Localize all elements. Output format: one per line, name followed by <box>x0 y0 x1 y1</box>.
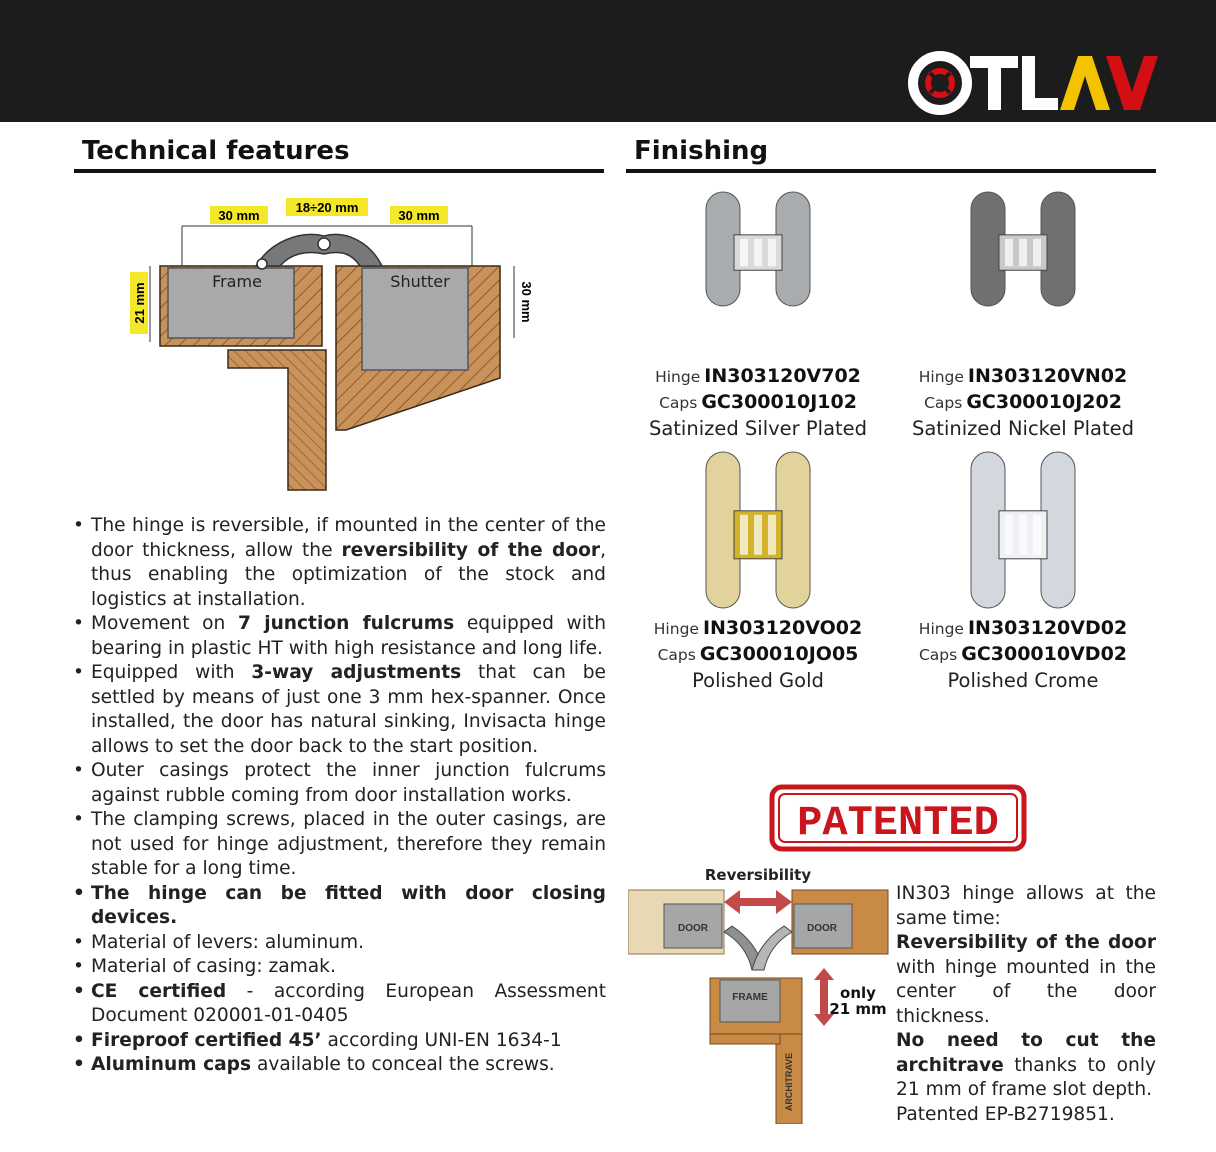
bullet-item: • Movement on 7 junction fulcrums equipped with bearing in plastic HT with high resistance and long life. <box>70 612 606 661</box>
hinge-link <box>1033 515 1041 555</box>
otlav-logo <box>908 48 1168 118</box>
finish-item-nickel <box>893 190 1153 441</box>
hinge-link <box>1005 515 1013 555</box>
reversibility-diagram <box>628 862 890 1124</box>
patent-number: Patented EP-B2719851. <box>896 1103 1115 1125</box>
finish-name: Polished Crome <box>947 669 1099 692</box>
finishing-title: Finishing <box>634 136 769 166</box>
hinge-key: Hinge <box>918 620 964 638</box>
caps-code: GC300010J202 <box>966 391 1122 413</box>
caps-key: Caps <box>659 394 698 412</box>
caps-key: Caps <box>918 646 958 664</box>
hinge-key: Hinge <box>655 368 701 386</box>
hinge-link <box>1019 239 1027 266</box>
hinge-link <box>754 515 762 555</box>
finishing-rule <box>626 169 1156 173</box>
patent-reversibility: Reversibility of the door with hinge mounted in the center of the door thickness. <box>896 932 1156 1027</box>
frame-label: FRAME <box>732 992 768 1003</box>
hinge-code: IN303120VD02 <box>967 617 1128 639</box>
door-left-label: DOOR <box>678 923 708 934</box>
finish-item-crome <box>893 450 1153 693</box>
finish-item-gold <box>628 450 888 693</box>
hinge-lever <box>256 234 382 266</box>
architrave-profile <box>228 350 326 490</box>
hinge-image <box>688 450 828 610</box>
shutter-label: Shutter <box>390 272 450 291</box>
technical-bullet-list <box>70 514 606 1078</box>
patent-intro: IN303 hinge allows at the same time: <box>896 883 1156 929</box>
caps-code: GC300010JO05 <box>699 643 859 665</box>
hinge-code: IN303120VN02 <box>967 365 1128 387</box>
hinge-link <box>740 239 748 266</box>
hinge-link <box>1033 239 1041 266</box>
caps-key: Caps <box>924 394 963 412</box>
bullet-item: • Equipped with 3-way adjustments that can be settled by means of just one 3 mm hex-spanner. Once installed, the door has natural sinking, Invisacta hinge allows to set the door back to the start position. <box>70 661 606 759</box>
bullet-item: • The clamping screws, placed in the outer casings, are not used for hinge adjustment, therefore they remain stable for a long time. <box>70 808 606 882</box>
hinge-link <box>1005 239 1013 266</box>
dim-side-left-label: 21 mm <box>132 282 147 324</box>
architrave-label: ARCHITRAVE <box>784 1052 794 1112</box>
hinge-link <box>754 239 762 266</box>
hinge-right-arm <box>752 926 792 970</box>
technical-features-title: Technical features <box>82 136 350 166</box>
reversibility-label: Reversibility <box>704 866 812 884</box>
dim-left-label: 30 mm <box>218 208 260 223</box>
finish-item-silver <box>628 190 888 441</box>
bullet-item: • Fireproof certified 45’ according UNI-EN 1634-1 <box>70 1029 606 1054</box>
depth-label: 21 mm <box>829 1000 887 1018</box>
bullet-item: • Material of levers: aluminum. <box>70 931 606 956</box>
hinge-image <box>953 190 1093 308</box>
finish-name: Polished Gold <box>692 669 824 692</box>
bullet-item: • The hinge can be fitted with door closing devices. <box>70 882 606 931</box>
hinge-image <box>688 190 828 308</box>
hinge-code: IN303120VO02 <box>702 617 863 639</box>
bullet-item: • Outer casings protect the inner junction fulcrums against rubble coming from door installation works. <box>70 759 606 808</box>
dim-mid-label: 18÷20 mm <box>295 200 359 215</box>
dim-side-right-label: 30 mm <box>519 281 534 323</box>
hinge-link <box>768 239 776 266</box>
dim-right-label: 30 mm <box>398 208 440 223</box>
finish-name: Satinized Nickel Plated <box>911 417 1135 440</box>
only-label: only <box>840 984 876 1002</box>
bullet-item: • CE certified - according European Assessment Document 020001-01-0405 <box>70 980 606 1029</box>
door-right-label: DOOR <box>807 923 837 934</box>
hinge-key: Hinge <box>918 368 964 386</box>
reversibility-arrow <box>724 890 792 914</box>
bullet-item: • Aluminum caps available to conceal the screws. <box>70 1053 606 1078</box>
caps-key: Caps <box>657 646 696 664</box>
hinge-image <box>953 450 1093 610</box>
logo-text: OTLAV <box>908 48 912 49</box>
patented-stamp <box>768 783 1028 853</box>
technical-rule <box>74 169 604 173</box>
hinge-link <box>1019 515 1027 555</box>
hinge-link <box>740 515 748 555</box>
hinge-code: IN303120V702 <box>704 365 861 387</box>
patent-description <box>896 882 1156 1127</box>
hinge-key: Hinge <box>653 620 699 638</box>
hinge-cross-section-diagram <box>120 192 540 492</box>
bullet-item: • Material of casing: zamak. <box>70 955 606 980</box>
bullet-item: • The hinge is reversible, if mounted in the center of the door thickness, allow the reversibility of the door, thus enabling the optimization of the stock and logistics at installation. <box>70 514 606 612</box>
caps-code: GC300010VD02 <box>961 643 1128 665</box>
patented-text: PATENTED <box>797 799 999 847</box>
frame-label: Frame <box>212 272 262 291</box>
patent-architrave: No need to cut the architrave thanks to only 21 mm of frame slot depth. <box>896 1030 1156 1100</box>
finish-name: Satinized Silver Plated <box>648 417 868 440</box>
caps-code: GC300010J102 <box>701 391 857 413</box>
hinge-link <box>768 515 776 555</box>
